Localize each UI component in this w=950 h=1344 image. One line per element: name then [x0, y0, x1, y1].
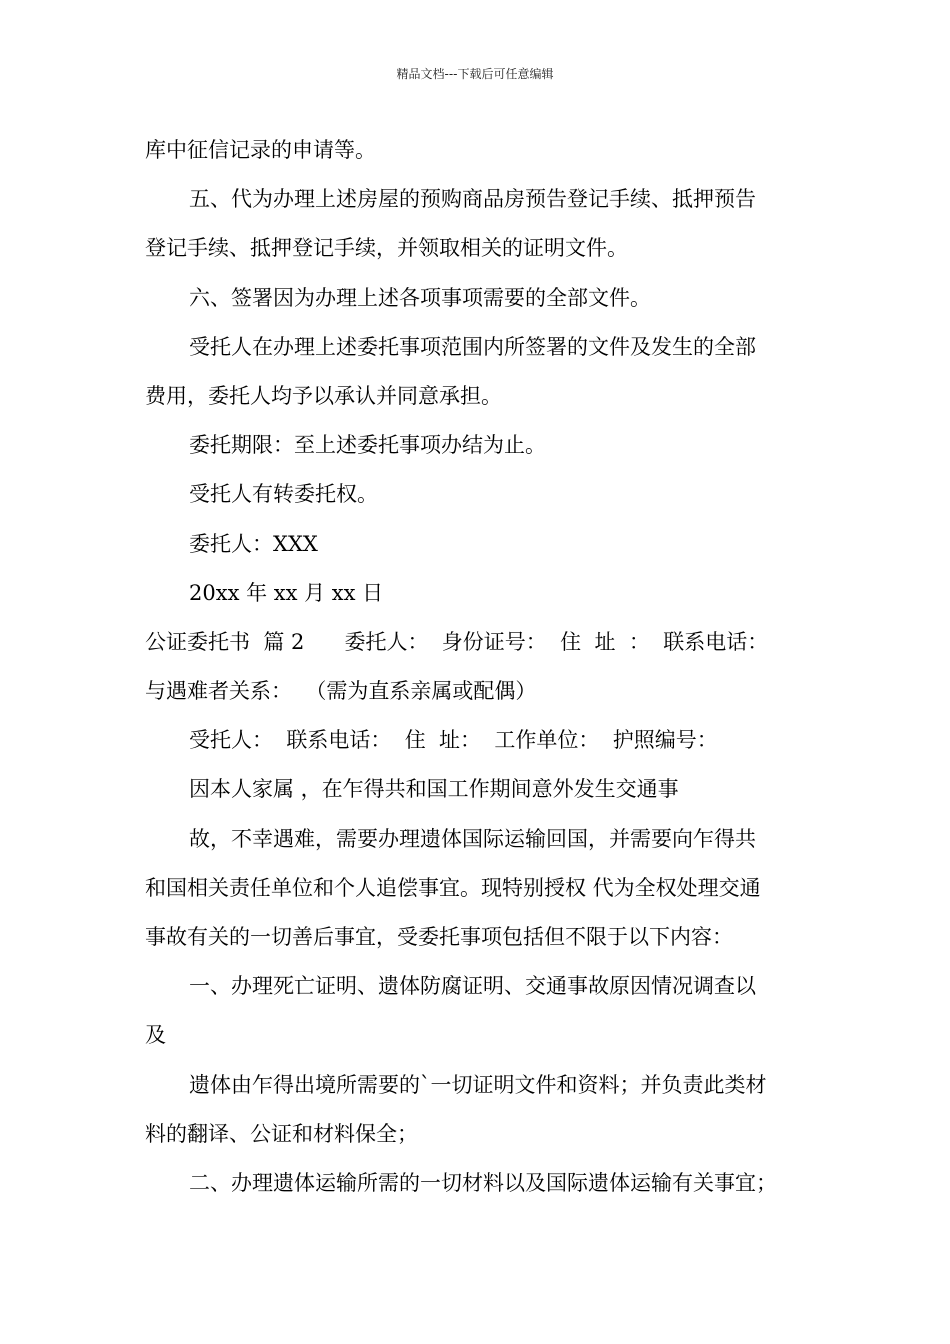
paragraph-line: 料的翻译、公证和材料保全； [145, 1121, 418, 1146]
paragraph-line: 和国相关责任单位和个人追偿事宜。现特别授权 代为全权处理交通 [145, 875, 761, 900]
paragraph-line: 登记手续、抵押登记手续，并领取相关的证明文件。 [145, 236, 628, 261]
paragraph-line: 遗体由乍得出境所需要的`一切证明文件和资料；并负责此类材 [189, 1072, 767, 1097]
paragraph-line: 二、办理遗体运输所需的一切材料以及国际遗体运输有关事宜； [189, 1170, 777, 1195]
paragraph-line: 及 [145, 1023, 166, 1048]
paragraph-line: 与遇难者关系： （需为直系亲属或配偶） [145, 679, 537, 704]
paragraph-line: 事故有关的一切善后事宜，受委托事项包括但不限于以下内容： [145, 925, 733, 949]
paragraph-line: 受托人在办理上述委托事项范围内所签署的文件及发生的全部 [189, 334, 756, 359]
section-heading-line: 公证委托书 篇 2 委托人： 身份证号： 住 址 ： 联系电话： [145, 629, 769, 654]
paragraph-line: 六、签署因为办理上述各项事项需要的全部文件。 [189, 285, 651, 310]
page-header: 精品文档---下载后可任意编辑 [396, 67, 554, 81]
paragraph-line: 委托人：XXX [189, 531, 318, 556]
paragraph-line: 因本人家属 ，在乍得共和国工作期间意外发生交通事 [189, 777, 679, 802]
document-body [145, 126, 810, 1208]
paragraph-line: 费用，委托人均予以承认并同意承担。 [145, 383, 502, 408]
paragraph-line: 故，不幸遇难，需要办理遗体国际运输回国，并需要向乍得共 [189, 826, 756, 851]
paragraph-line: 库中征信记录的申请等。 [145, 138, 376, 162]
paragraph-line: 一、办理死亡证明、遗体防腐证明、交通事故原因情况调查以 [189, 974, 756, 999]
paragraph-line: 受托人有转委托权。 [189, 482, 378, 507]
paragraph-line: 委托期限：至上述委托事项办结为止。 [189, 433, 546, 458]
paragraph-line: 受托人： 联系电话： 住 址： 工作单位： 护照编号： [189, 728, 718, 753]
date-line: 20xx 年 xx 月 xx 日 [189, 580, 384, 605]
paragraph-line: 五、代为办理上述房屋的预购商品房预告登记手续、抵押预告 [189, 187, 756, 212]
